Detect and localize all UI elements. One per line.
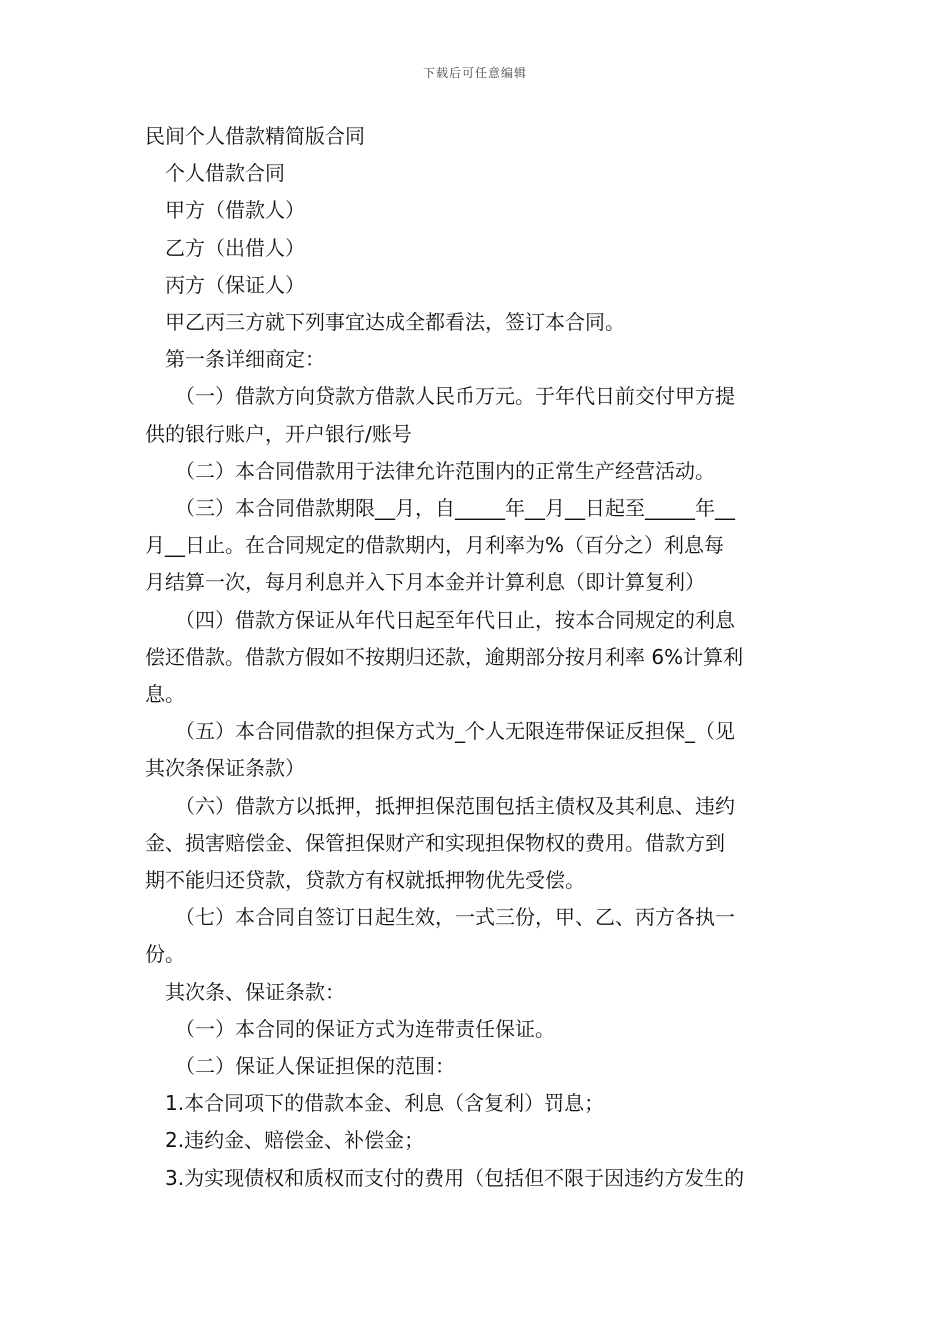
article-2-heading: 其次条、保证条款： xyxy=(165,979,345,1004)
clause-1-1-line-1: （一）借款方向贷款方借款人民币万元。于年代日前交付甲方提 xyxy=(175,384,735,409)
party-b-line: 乙方（出借人） xyxy=(165,235,305,260)
clause-1-1-line-2: 供的银行账户，开户银行/账号 xyxy=(145,421,412,446)
clause-1-7-line-1: （七）本合同自签订日起生效，一式三份，甲、乙、丙方各执一 xyxy=(175,905,735,930)
clause-1-7-line-2: 份。 xyxy=(145,942,185,967)
agreement-intro: 甲乙丙三方就下列事宜达成全都看法，签订本合同。 xyxy=(165,310,625,335)
scope-item-1: 1.本合同项下的借款本金、利息（含复利）罚息； xyxy=(165,1091,605,1116)
document-title: 民间个人借款精简版合同 xyxy=(145,124,365,148)
contract-subtitle: 个人借款合同 xyxy=(165,161,285,186)
clause-1-6-line-2: 金、损害赔偿金、保管担保财产和实现担保物权的费用。借款方到 xyxy=(145,830,725,855)
clause-1-2: （二）本合同借款用于法律允许范围内的正常生产经营活动。 xyxy=(175,458,715,483)
clause-1-4-line-1: （四）借款方保证从年代日起至年代日止，按本合同规定的利息 xyxy=(175,607,735,632)
article-1-heading: 第一条详细商定： xyxy=(165,347,325,372)
clause-1-5-line-2: 其次条保证条款） xyxy=(145,756,305,781)
clause-1-3-line-2: 月__日止。在合同规定的借款期内，月利率为%（百分之）利息每 xyxy=(145,533,725,558)
party-a-line: 甲方（借款人） xyxy=(165,198,305,223)
clause-1-6-line-3: 期不能归还贷款，贷款方有权就抵押物优先受偿。 xyxy=(145,868,585,893)
clause-1-4-line-2: 偿还借款。借款方假如不按期归还款，逾期部分按月利率 6%计算利 xyxy=(145,644,744,669)
page-header: 下载后可任意编辑 xyxy=(422,66,527,80)
clause-1-4-line-3: 息。 xyxy=(145,682,185,707)
clause-1-3-line-1: （三）本合同借款期限__月，自_____年__月__日起至_____年__ xyxy=(175,496,735,521)
document-body xyxy=(145,118,810,1197)
clause-2-1: （一）本合同的保证方式为连带责任保证。 xyxy=(175,1016,555,1041)
scope-item-2: 2.违约金、赔偿金、补偿金； xyxy=(165,1128,425,1153)
clause-1-6-line-1: （六）借款方以抵押，抵押担保范围包括主债权及其利息、违约 xyxy=(175,793,735,818)
scope-item-3: 3.为实现债权和质权而支付的费用（包括但不限于因违约方发生的 xyxy=(165,1165,745,1190)
clause-1-3-line-3: 月结算一次，每月利息并入下月本金并计算利息（即计算复利） xyxy=(145,570,705,595)
clause-1-5-line-1: （五）本合同借款的担保方式为_个人无限连带保证反担保_（见 xyxy=(175,719,735,744)
clause-2-2: （二）保证人保证担保的范围： xyxy=(175,1054,455,1079)
party-c-line: 丙方（保证人） xyxy=(165,272,305,297)
